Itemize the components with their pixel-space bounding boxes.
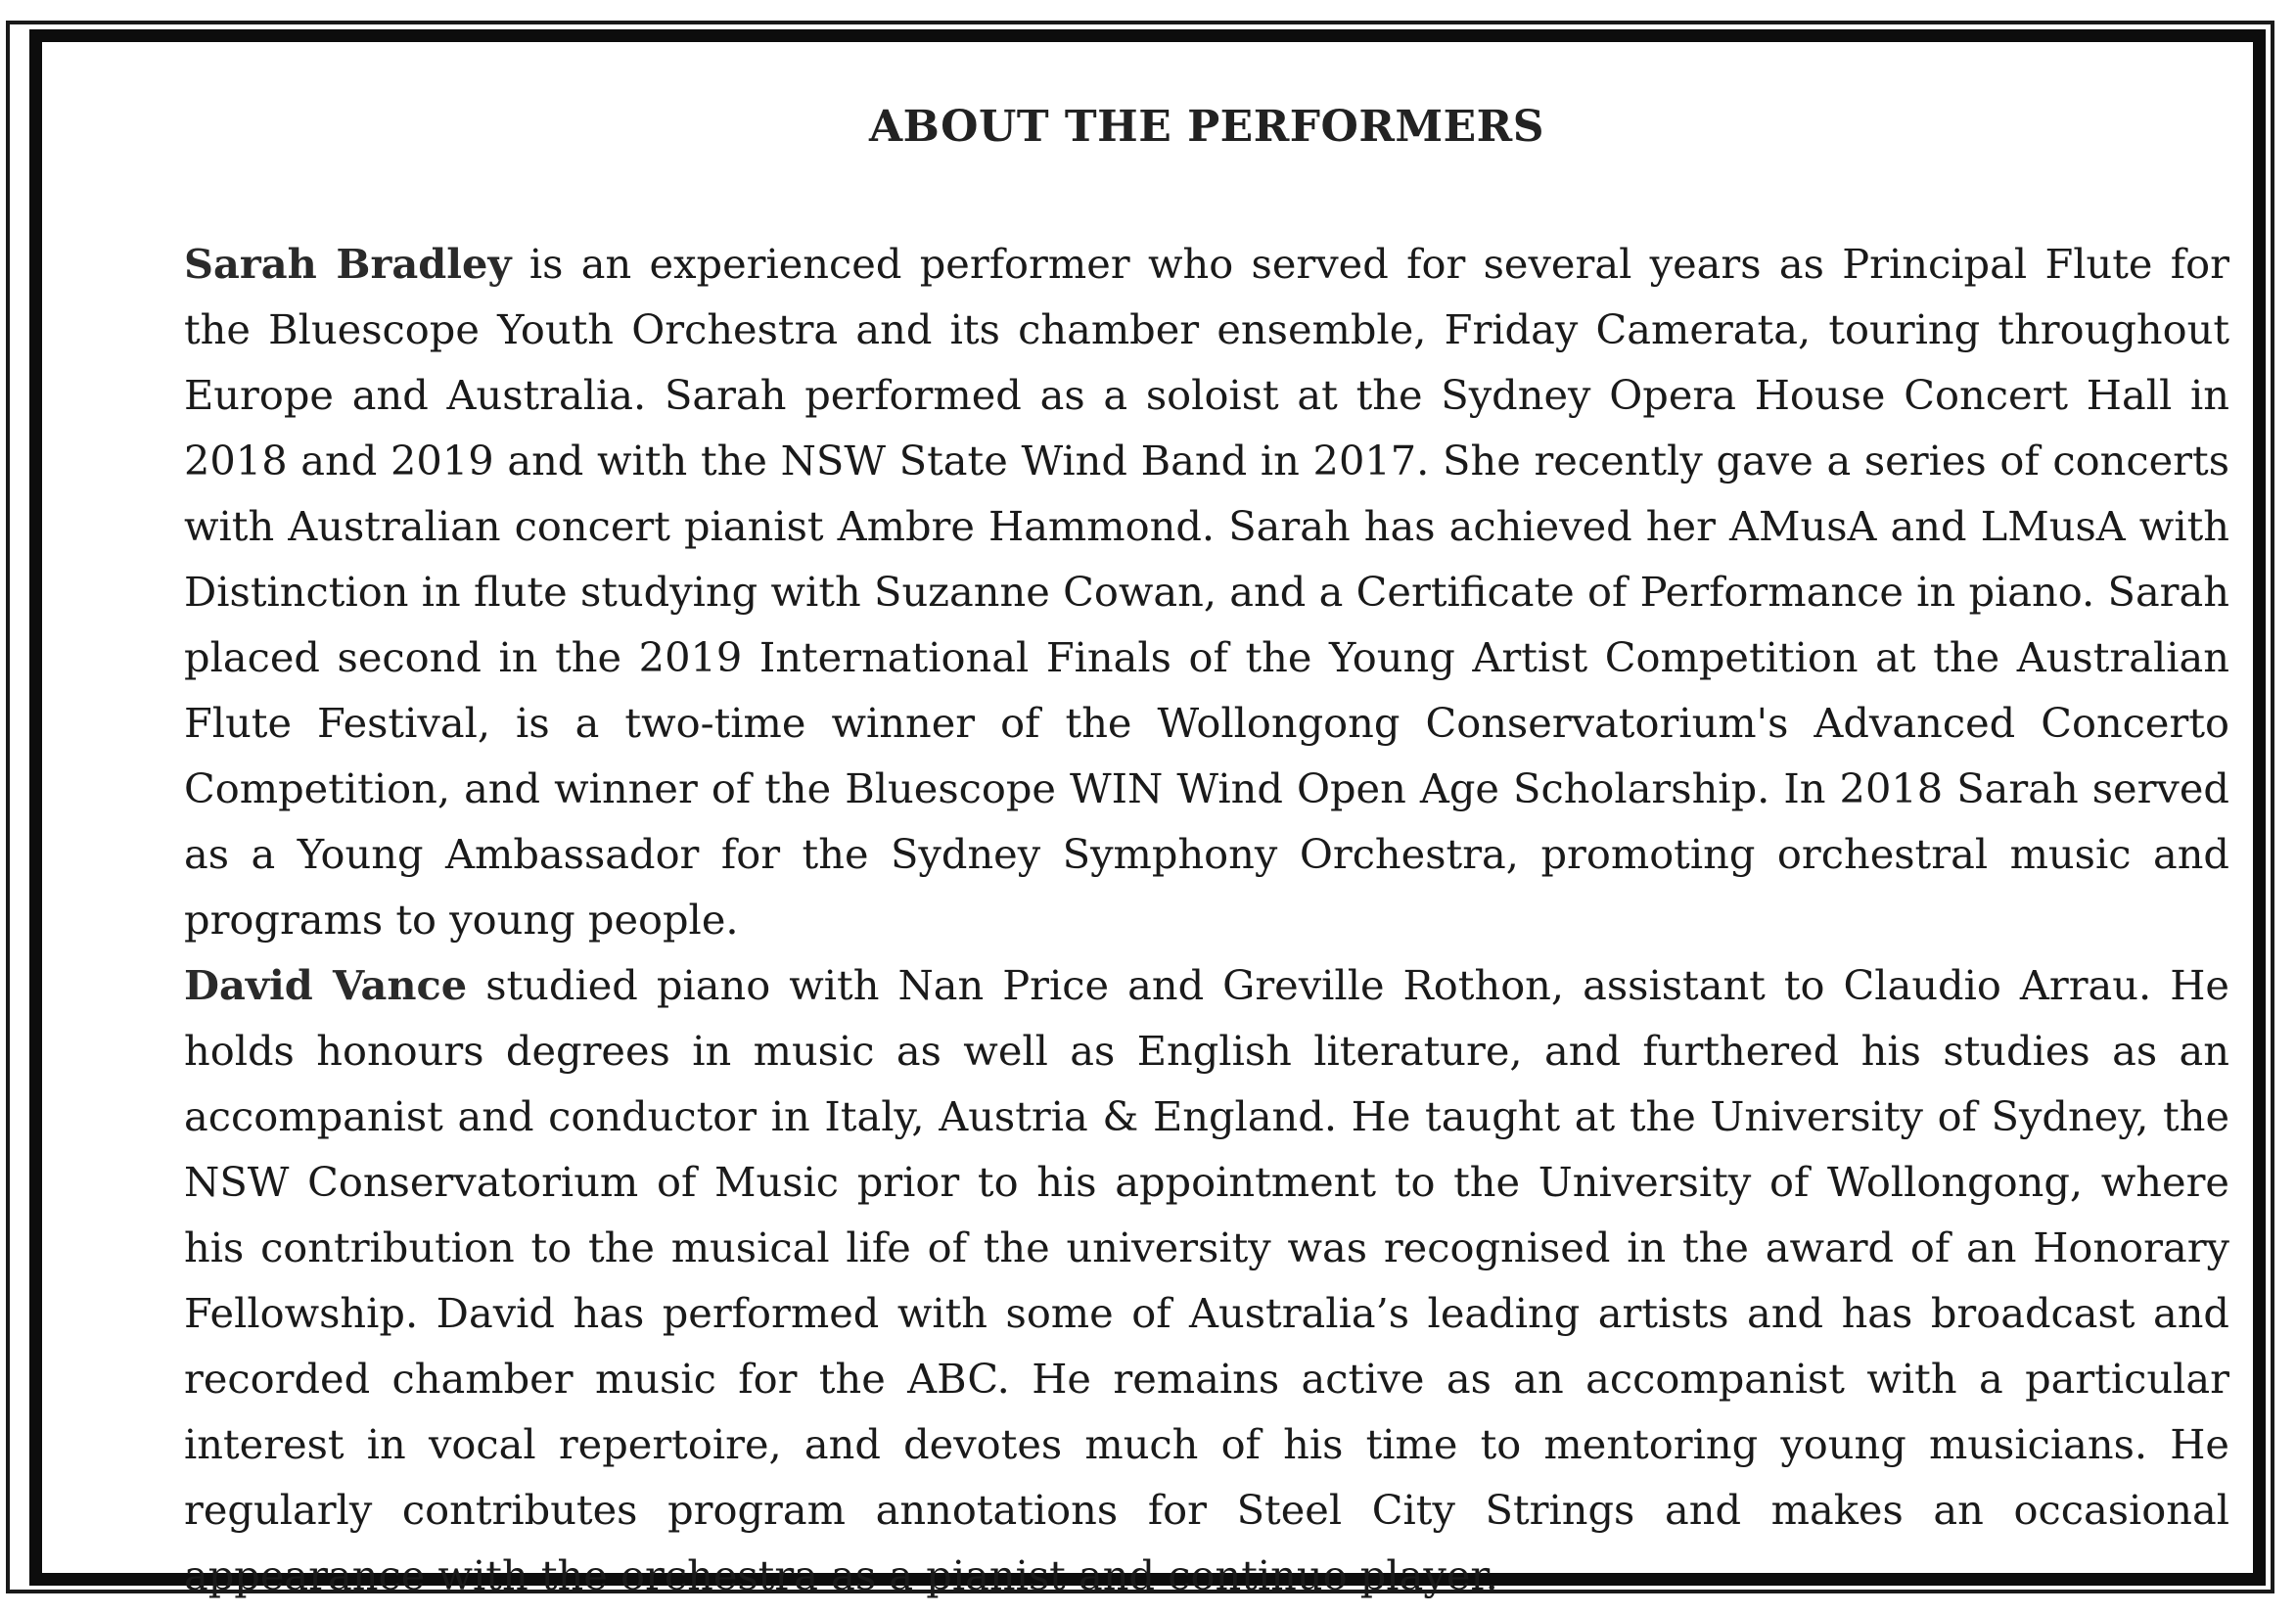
performer-name: David Vance [184,961,468,1009]
inner-border [29,29,2266,1599]
page-heading: ABOUT THE PERFORMERS [869,102,1544,152]
performer-name: Sarah Bradley [184,240,512,288]
performer-bio-david-vance [184,952,2229,1608]
performer-bio-text: studied piano with Nan Price and Greville Rothon, assistant to Claudio Arrau. He holds honours degrees in music as well as English literature, and furthered his studies as an accompanist and conductor in Italy, Austria & England. He taught at the University of Sydney, the NSW Conservatorium of Music prior to his appointment to the University of Wollongong, where his contribution to the musical life of the university was recognised in the award of an Honorary Fellowship. David has performed with some of Australia’s leading artists and has broadcast and recorded chamber music for the ABC. He remains active as an accompanist with a particular interest in vocal repertoire, and devotes much of his time to mentoring young musicians. He regularly contributes program annotations for Steel City Strings and makes an occasional appearance with the orchestra as a pianist and continuo player. [184,961,2229,1599]
performer-bio-text: is an experienced performer who served for several years as Principal Flute for the Bluescope Youth Orchestra and its chamber ensemble, Friday Camerata, touring throughout Europe and Australia. Sarah performed as a soloist at the Sydney Opera House Concert Hall in 2018 and 2019 and with the NSW State Wind Band in 2017. She recently gave a series of concerts with Australian concert pianist Ambre Hammond. Sarah has achieved her AMusA and LMusA with Distinction in flute studying with Suzanne Cowan, and a Certificate of Performance in piano. Sarah placed second in the 2019 International Finals of the Young Artist Competition at the Australian Flute Festival, is a two-time winner of the Wollongong Conservatorium's Advanced Concerto Competition, and winner of the Bluescope WIN Wind Open Age Scholarship. In 2018 Sarah served as a Young Ambassador for the Sydney Symphony Orchestra, promoting orchestral music and programs to young people. [184,240,2229,944]
performer-bio-sarah-bradley [184,231,2229,952]
